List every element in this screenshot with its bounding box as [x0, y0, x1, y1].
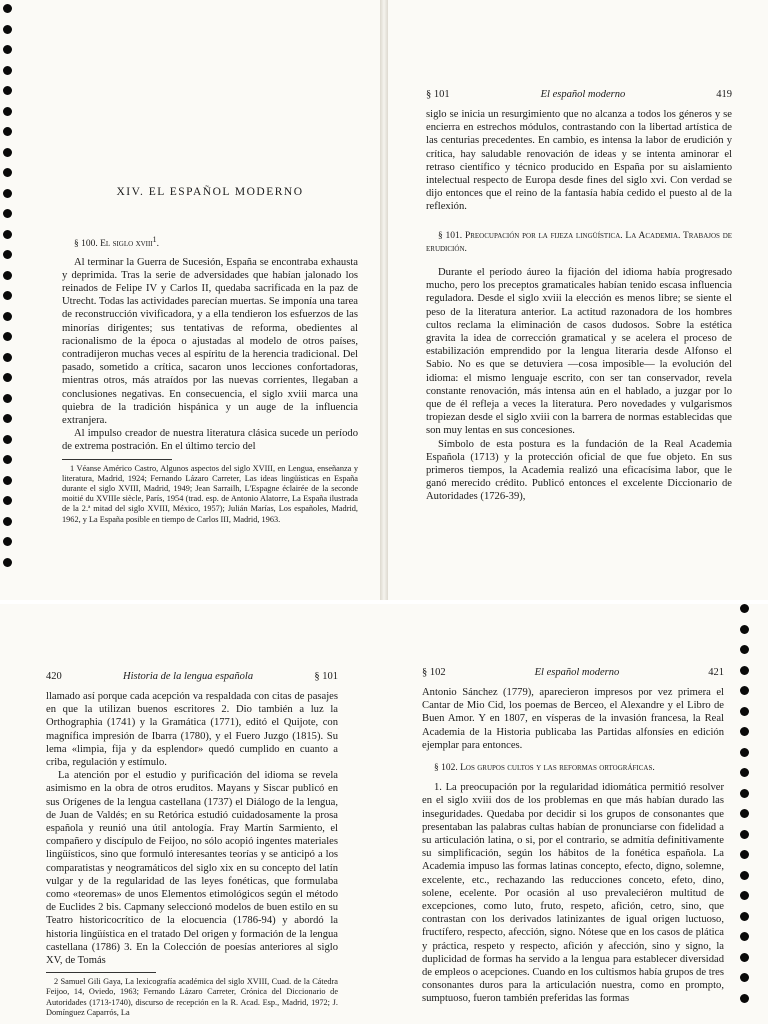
running-header	[426, 88, 732, 102]
paragraph: Durante el período áureo la fijación del idioma había progresado mucho, pero los preceptos gramaticales habían tenido escasa influencia reguladora. Desde el siglo xviii la elección es menos libre; se siente el peso de la literatura anterior. La actitud razonadora de los hombres cultos reclama la eliminación de casos dudosos. Sobre la estética gravita la idea de corrección gramatical y se acelera el proceso de estabilización emprendido por la lengua literaria desde Alfonso el Sabio. No es que se detuviera —cosa imposible— la evolución del idioma: el mismo lenguaje escrito, con ser tan conservador, revela constante renovación, más intensa aún en el hablado, a juzgar por lo que de él refleja a veces la literatura. Pero novedades y vulgarismos tropiezan desde el siglo xviii con la barrera de normas establecidas que son muy lentas en sus concesiones.	[426, 267, 732, 437]
paragraph: Símbolo de esta postura es la fundación de la Real Academia Española (1713) y la protección oficial de que fue objeto. En sus primeros tiempos, la Academia realizó una eficacísima labor, que le ganó merecido crédito. Publicó entonces el excelente Diccionario de Autoridades (1726-39),	[426, 438, 732, 503]
page-418	[0, 0, 384, 600]
footnote-2: 2 Samuel Gili Gaya, La lexicografía académica del siglo XVIII, Cuad. de la Cátedra Feijoo, 14, Oviedo, 1963; Fernando Lázaro Carreter, Crónica del Diccionario de Autoridades (1713-1740), discurso de recepción en la R. Acad. Esp., Madrid, 1972; J. Domínguez Caparrós, La	[46, 977, 338, 1017]
page-421	[384, 604, 768, 1024]
paragraph: 1. La preocupación por la regularidad idiomática permitió resolver en el siglo xviii dos de los problemas en que más habían durado las inseguridades. Quedaba por decidir si los grupos de consonantes que presentaban las palabras cultas habían de pronunciarse con fidelidad a su articulación latina, o si, por el contrario, se admitía definitivamente su simplificación, según los hábitos de la fonética española. La Academia impuso las formas latinas concepto, efecto, digno, solemne, excelente, etc., rechazando las reducciones conceto, efeto, dino, solene, ecelente. Por ocasión al uso prevaleciéron multitud de excepciones, como luto, fruto, respeto, afición, cetro, sino, que contrastan con los derivados latinizantes de igual origen luctuoso, fructífero, respecto, afección, signo. Nótese que en los casos de plática y práctica, respeto y respecto, afición y afección, sino y signo, la duplicidad de formas ha servido a la lengua para establecer diversidad de empleos o acepciones. Cuando en los cultismos había grupos de tres consonantes duros para la articulación nuestra, como en prompto, sumptuoso, fueron también preferidas las formas	[422, 782, 724, 1005]
book-gutter	[380, 0, 388, 600]
footnote-1: 1 Véanse Américo Castro, Algunos aspectos del siglo XVIII, en Lengua, enseñanza y literatura, Madrid, 1924; Fernando Lázaro Carreter, Las ideas lingüísticas en España durante el siglo XVIII, Madrid, 1949; Jean Sarrailh, L'Espagne éclairée de la seconde moitié du XVIIIe siècle, París, 1954 (trad. esp. de Antonio Alatorre, La España ilustrada de la 2.ª mitad del siglo XVIII, México, 1957); Julián Marías, Los españoles, Madrid, 1962, y La España posible en tiempo de Carlos III, Madrid, 1963.	[62, 463, 358, 524]
page-number: 421	[708, 667, 724, 678]
paragraph: La atención por el estudio y purificación del idioma se revela asimismo en la obra de otros eruditos. Mayans y Siscar publicó en sus Orígenes de la lengua castellana (1737) el Diálogo de la lengua, de Juan de Valdés; en su Retórica estudió cuidadosamente la prosa española y reunió una útil antología. Fray Martín Sarmiento, el compañero y discípulo de Feijoo, no sólo acopió ingentes materiales lingüísticos, sino que formuló interesantes teorías y se anticipó a los comparatistas y neogramáticos del siglo xix en su concepto del latín vulgar y de la regularidad de las leyes fonéticas, que formulaba como «teoremas» de unos Elementos etimológicos según el método de Euclides 2 bis. Capmany seleccionó modelos de buen estilo en su Teatro historicocrítico de la elocuencia (1786-94) y abordó la historia lingüística en el tratado Del origen y formación de la lengua castellana (1786) 3. En la Colección de poesías anteriores al siglo XV, de Tomás	[46, 770, 338, 967]
page-420	[0, 604, 384, 1024]
paragraph: llamado así porque cada acepción va respaldada con citas de pasajes en que la utilizan buenos escritores 2. Dio también a luz la Orthographia (1741) y la Gramática (1771), editó el Quijote, con magnífica impresión de Ibarra (1780), y el Fuero Juzgo (1815). Su lema «limpia, fija y da esplendor» quedó cumplido en cuanto a criba, regulación y estímulo.	[46, 691, 338, 769]
section-heading-100: § 100. El siglo xviii$^1$.	[74, 235, 159, 250]
paragraph: siglo se inicia un resurgimiento que no alcanza a todos los géneros y se encierra en estrechos módulos, contrastando con la libertad artística de las centurias precedentes. En cambio, es intensa la labor de erudición y crítica, hay saludable renovación de ideas y se intenta aminorar el retraso científico y técnico producido en España por su aislamiento intelectual respecto de Europa desde fines del siglo xvi. Con verdad se dijo entonces que el reino de la fantasía había cedido el puesto al de la reflexión.	[426, 109, 732, 213]
chapter-title: XIV. EL ESPAÑOL MODERNO	[116, 186, 304, 198]
page-number: 420	[46, 671, 62, 682]
header-section: § 101	[426, 89, 450, 100]
header-section: § 101	[314, 671, 338, 682]
footnote-rule	[62, 459, 172, 460]
page-419	[384, 0, 768, 600]
footnote-rule	[46, 972, 156, 973]
running-header	[422, 666, 724, 680]
section-heading-102: § 102. Los grupos cultos y las reformas ortográficas.	[434, 763, 655, 774]
paragraph: Al impulso creador de nuestra literatura clásica sucede un período de extrema postración. En el último tercio del	[62, 428, 358, 453]
running-header	[46, 670, 338, 684]
header-section: § 102	[422, 667, 446, 678]
punch-holes-right	[740, 604, 752, 1014]
paragraph: Al terminar la Guerra de Sucesión, España se encontraba exhausta y deprimida. Tras la serie de adversidades que habían jalonado los reinados de Felipe IV y Carlos II, quedaba sacrificada en la paz de Utrecht. Todas las actividades parecían muertas. Se imponía una tarea de reconstrucción vivificadora, y a ella tendieron los esfuerzos de las minorías dirigentes; sus tentativas de reforma, obedientes al racionalismo de la época o ajustadas al modelo de otros países, contradijeron muchas veces al espíritu de la herencia tradicional. Del pasado, sometido a crítica, sacaron unos lecciones confortadoras, mientras otros, más atraídos por las nuevas corrientes, llegaban a conclusiones negativas. En consecuencia, el siglo xviii marca una quiebra de la tradición hispánica y un auge de la influencia extranjera.	[62, 256, 358, 426]
page-number: 419	[716, 89, 732, 100]
section-heading-101: § 101. Preocupación por la fijeza lingüística. La Academia. Trabajos de erudición.	[426, 230, 733, 254]
header-title: El español moderno	[534, 667, 620, 678]
punch-holes-left	[3, 4, 15, 578]
paragraph: Antonio Sánchez (1779), aparecieron impresos por vez primera el Cantar de Mio Cid, los poemas de Berceo, el Alexandre y el Libro de Buen Amor. Y en 1807, en vísperas de la invasión francesa, la Real Academia de la Historia publicaba las Partidas alfonsíes en edición ejemplar para entonces.	[422, 687, 724, 751]
header-title: Historia de la lengua española	[123, 671, 254, 682]
header-title: El español moderno	[540, 89, 626, 100]
